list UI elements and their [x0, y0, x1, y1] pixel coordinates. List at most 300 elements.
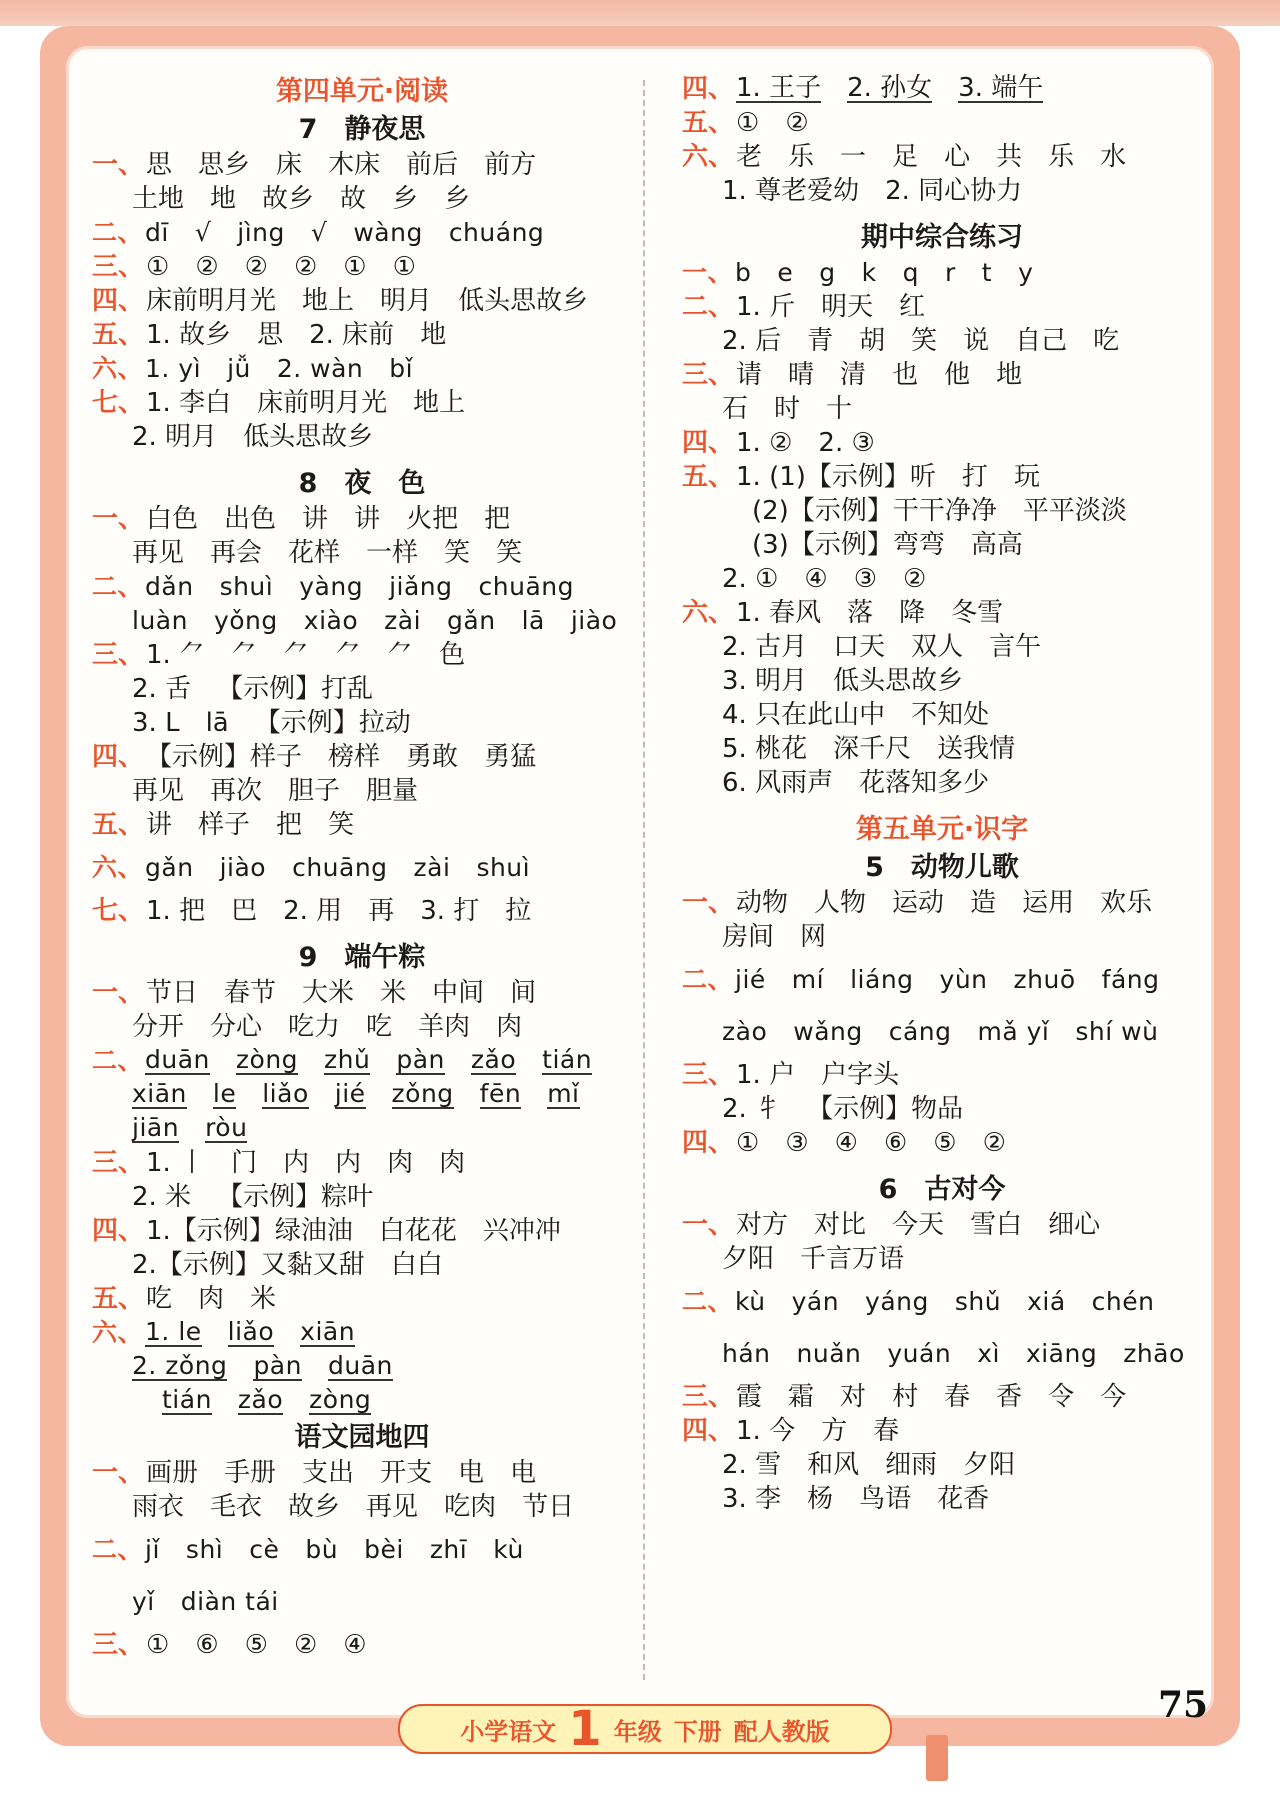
unit-title: 第四单元·阅读 [275, 76, 449, 107]
answer-item: 肉 [198, 1284, 225, 1314]
answer-item: 1. 王子 [736, 73, 822, 103]
answer-item: 4. 只在此山中 [722, 700, 886, 730]
answer-item: 【示例】物品 [807, 1094, 964, 1124]
answer-item: 笑 [911, 326, 938, 356]
answer-item: 2.【示例】又黏又甜 [132, 1250, 365, 1280]
answer-item: 思乡 [198, 150, 251, 180]
answer-item: wàng [353, 218, 423, 247]
answer-item: chuáng [448, 218, 545, 247]
answer-item: 胡 [859, 326, 886, 356]
answer-item: 吃肉 [444, 1492, 497, 1522]
answer-item: 送我情 [937, 734, 1016, 764]
lesson-title: 9 端午粽 [298, 942, 426, 973]
question-number: 二、 [92, 572, 144, 601]
footer-volume: 下册 [673, 1717, 722, 1746]
answer-line [682, 886, 1202, 920]
answer-item: 勇敢 [406, 742, 459, 772]
answer-item: ⑤ [933, 1128, 957, 1158]
answer-item: ⺈ [231, 640, 258, 670]
answer-item: 【示例】样子 [146, 742, 303, 772]
answer-item: (3)【示例】弯弯 [752, 530, 945, 560]
question-number: 二、 [92, 218, 144, 247]
answer-item: 时 [774, 394, 801, 424]
answer-item: bèi [364, 1535, 404, 1564]
answer-item: 乡 [444, 184, 471, 214]
answer-item: 3. 明月 [722, 666, 808, 696]
answer-item: 毛衣 [210, 1492, 263, 1522]
answer-line [682, 106, 1202, 140]
answer-item: zhī [429, 1535, 468, 1564]
answer-item: 3. 李 [722, 1484, 782, 1514]
question-number: 六、 [92, 354, 144, 383]
answer-item: 1. 今 [736, 1416, 796, 1446]
answer-item: ⑥ [195, 1630, 219, 1660]
answer-item: 肉 [387, 1148, 414, 1178]
answer-item: 乐 [1048, 142, 1075, 172]
answer-item: 3. L [132, 708, 180, 738]
question-number: 五、 [682, 462, 735, 492]
answer-item: 画册 [146, 1458, 199, 1488]
answer-item: 口天 [833, 632, 886, 662]
answer-item: 霞 [736, 1382, 763, 1412]
answer-item: 心 [944, 142, 971, 172]
answer-item: 思 [146, 150, 173, 180]
answer-item: dī [145, 218, 169, 247]
answer-item: 1. 斤 [736, 292, 796, 322]
question-number: 一、 [682, 258, 734, 287]
answer-line [92, 1316, 632, 1350]
question-number: 五、 [92, 320, 145, 350]
answer-line [682, 290, 1202, 324]
answer-item: 说 [963, 326, 990, 356]
answer-item: diàn tái [180, 1587, 279, 1616]
answer-item: zhǔ [324, 1045, 371, 1074]
answer-item: zài [413, 853, 451, 882]
answer-item: tián [542, 1045, 593, 1074]
answer-item: ② [785, 108, 809, 138]
answer-item: 门 [231, 1148, 258, 1178]
question-number: 六、 [682, 598, 735, 628]
answer-item: jié [735, 965, 766, 994]
answer-line [682, 1448, 1202, 1482]
answer-item: 1. 李白 [146, 388, 232, 418]
unit-title: 第五单元·识字 [855, 814, 1029, 845]
answer-item: 花样 [288, 538, 341, 568]
answer-item: 雪白 [970, 1210, 1023, 1240]
answer-item: 自己 [1015, 326, 1068, 356]
answer-item: yuán [887, 1339, 952, 1368]
answer-item: 【示例】粽叶 [217, 1182, 374, 1212]
answer-item: 和风 [807, 1450, 860, 1480]
answer-item: q [902, 258, 920, 287]
answer-line [682, 1328, 1202, 1380]
question-number: 一、 [92, 1458, 145, 1488]
answer-item: 电 [510, 1458, 537, 1488]
answer-item: 故乡 [262, 184, 315, 214]
answer-item: 杨 [807, 1484, 834, 1514]
page-number: 75 [1158, 1684, 1209, 1726]
question-number: 四、 [92, 286, 145, 316]
answer-item: zhāo [1123, 1339, 1185, 1368]
answer-item: zào [722, 1017, 768, 1046]
answer-item: 地上 [302, 286, 355, 316]
answer-item: 肉 [439, 1148, 466, 1178]
answer-item: 今 [1100, 1382, 1127, 1412]
answer-item: liǎo [262, 1079, 309, 1108]
answer-item: 5. 桃花 [722, 734, 808, 764]
answer-item: ② [195, 252, 219, 282]
answer-item: zòng [309, 1385, 372, 1414]
answer-item: jié [334, 1079, 366, 1108]
answer-item: xiāng [1025, 1339, 1098, 1368]
answer-line [682, 1092, 1202, 1126]
answer-item: 白白 [390, 1250, 443, 1280]
answer-item: e [777, 258, 794, 287]
answer-item: fēn [479, 1079, 522, 1108]
answer-item: ② [293, 1630, 318, 1660]
answer-item: 床 [276, 150, 303, 180]
answer-item: pàn [253, 1351, 302, 1380]
answer-item: shuì [219, 572, 274, 601]
answer-item: 2. 雪 [722, 1450, 782, 1480]
question-number: 四、 [682, 74, 735, 104]
answer-line [682, 392, 1202, 426]
answer-line [92, 1384, 632, 1418]
answer-item: 运用 [1022, 888, 1075, 918]
question-number: 五、 [92, 810, 145, 840]
answer-line [92, 352, 632, 386]
answer-item: 2. 明月 [132, 422, 218, 452]
answer-item: 青 [807, 326, 834, 356]
answer-item: 方 [821, 1416, 848, 1446]
answer-item: 雨衣 [132, 1492, 185, 1522]
section-title: 语文园地四 [294, 1422, 430, 1453]
answer-item: chén [1091, 1287, 1155, 1316]
answer-item: ⺈ [335, 640, 362, 670]
answer-item: 1. yì [145, 354, 202, 383]
answer-item: 电 [458, 1458, 485, 1488]
answer-line [682, 256, 1202, 290]
answer-item: 1.【示例】绿油油 [146, 1216, 353, 1246]
answer-line [682, 1276, 1202, 1328]
question-number: 三、 [682, 1382, 735, 1412]
answer-item: yǒng [213, 606, 278, 635]
question-number: 三、 [92, 1148, 145, 1178]
answer-item: 春 [944, 1382, 971, 1412]
answer-item: 出色 [224, 504, 277, 534]
answer-item: 【示例】打乱 [217, 674, 374, 704]
question-number: 六、 [92, 1318, 144, 1347]
answer-line [92, 1214, 632, 1248]
answer-line [682, 954, 1202, 1006]
answer-item: zǒng [391, 1079, 454, 1108]
answer-item: ⑤ [244, 1630, 268, 1660]
answer-item: 前方 [484, 150, 537, 180]
answer-item: 再次 [210, 776, 263, 806]
answer-item: 3. 端午 [958, 73, 1044, 103]
question-number: 四、 [92, 742, 145, 772]
answer-item: xì [977, 1339, 1000, 1368]
answer-line [92, 318, 632, 352]
answer-item: ⑥ [883, 1128, 908, 1158]
answer-item: ④ [834, 1128, 858, 1158]
answer-line [682, 72, 1202, 106]
answer-line [92, 1490, 632, 1524]
answer-item: jǐ [145, 1535, 160, 1564]
answer-item: 落 [847, 598, 874, 628]
answer-item: 夕阳 [722, 1244, 775, 1274]
answer-item: ② [293, 252, 318, 282]
answer-line [92, 284, 632, 318]
answer-item: 故乡 [288, 1492, 341, 1522]
answer-line [92, 216, 632, 250]
question-number: 四、 [682, 1128, 735, 1158]
right-column [682, 72, 1202, 1516]
answer-line [682, 528, 1202, 562]
answer-line [92, 774, 632, 808]
answer-item: 节日 [522, 1492, 575, 1522]
answer-item: 地 [210, 184, 237, 214]
left-column [92, 72, 632, 1662]
answer-line [92, 1628, 632, 1662]
answer-item: 深千尺 [833, 734, 912, 764]
answer-item: r [945, 258, 956, 287]
answer-item: 玩 [1013, 462, 1040, 492]
answer-item: 共 [996, 142, 1023, 172]
answer-item: liáng [850, 965, 914, 994]
answer-item: 大米 [302, 978, 355, 1008]
answer-line [92, 894, 632, 928]
answer-item: 故 [340, 184, 367, 214]
question-number: 三、 [92, 252, 145, 282]
answer-item: ⺈ [387, 640, 414, 670]
answer-item: 人物 [814, 888, 867, 918]
answer-item: 讲 [146, 810, 173, 840]
answer-item: yán [791, 1287, 840, 1316]
answer-item: 打 [961, 462, 988, 492]
answer-item: ⺈ [283, 640, 310, 670]
answer-item: 2. zǒng [132, 1351, 228, 1380]
answer-item: 令 [1048, 1382, 1075, 1412]
top-color-band [0, 0, 1280, 26]
answer-item: 支出 [302, 1458, 355, 1488]
answer-item: 户字头 [821, 1060, 900, 1090]
answer-item: 也 [892, 360, 919, 390]
answer-item: ① [146, 1630, 170, 1660]
answer-line [92, 1044, 632, 1078]
question-number: 二、 [682, 965, 734, 994]
answer-item: 清 [840, 360, 867, 390]
answer-line [92, 420, 632, 454]
answer-item: 讲 [354, 504, 381, 534]
answer-item: 节日 [146, 978, 199, 1008]
answer-line [92, 1146, 632, 1180]
answer-item: ② [244, 252, 268, 282]
answer-item: t [981, 258, 993, 287]
question-number: 四、 [92, 1216, 145, 1246]
answer-item: 3. 打 [420, 896, 480, 926]
answer-item: 双人 [911, 632, 964, 662]
answer-item: 内 [335, 1148, 362, 1178]
column-divider [643, 80, 645, 1680]
answer-line [682, 630, 1202, 664]
question-number: 五、 [92, 1284, 145, 1314]
answer-item: 中间 [432, 978, 485, 1008]
answer-item: 村 [892, 1382, 919, 1412]
lesson-title: 7 静夜思 [298, 114, 426, 145]
answer-item: gǎn [145, 853, 194, 882]
answer-item: 今天 [892, 1210, 945, 1240]
answer-item: 笑 [444, 538, 471, 568]
answer-item: 再会 [210, 538, 263, 568]
answer-item: xiān [300, 1317, 356, 1346]
answer-item: 对比 [814, 1210, 867, 1240]
lesson-title: 5 动物儿歌 [865, 852, 1019, 883]
answer-item: 低头思故乡 [243, 422, 374, 452]
answer-item: jiào [570, 606, 618, 635]
answer-item: 肉 [496, 1012, 523, 1042]
answer-item: 老 [736, 142, 763, 172]
answer-item: 思 [257, 320, 284, 350]
answer-item: 米 [250, 1284, 277, 1314]
answer-line [92, 1576, 632, 1628]
answer-item: 高高 [970, 530, 1023, 560]
answer-item: 请 [736, 360, 763, 390]
answer-item: 地 [420, 320, 447, 350]
answer-item: √ [194, 218, 212, 247]
answer-item: bǐ [389, 354, 414, 383]
answer-line [92, 502, 632, 536]
answer-item: 2. 同心协力 [885, 176, 1023, 206]
answer-item: 2. 床前 [309, 320, 395, 350]
answer-line [682, 562, 1202, 596]
answer-item: b [735, 258, 752, 287]
answer-item: 土地 [132, 184, 185, 214]
answer-item: 再见 [132, 538, 185, 568]
answer-item: ① [736, 108, 760, 138]
footer-grade-number: 1 [568, 1701, 602, 1757]
answer-line [92, 570, 632, 604]
answer-line [92, 1248, 632, 1282]
answer-item: cáng [888, 1017, 952, 1046]
answer-item: chuāng [292, 853, 388, 882]
answer-item: 网 [800, 922, 827, 952]
answer-item: chuāng [478, 572, 574, 601]
answer-item: zòng [235, 1045, 299, 1074]
answer-item: xiān [132, 1079, 187, 1108]
answer-line [92, 250, 632, 284]
answer-item: 再 [368, 896, 395, 926]
question-number: 一、 [92, 504, 145, 534]
answer-item: 吃力 [288, 1012, 341, 1042]
answer-item: 夕阳 [963, 1450, 1016, 1480]
answer-item: mí [791, 965, 825, 994]
answer-item: 分开 [132, 1012, 185, 1042]
answer-item: 1. (1)【示例】听 [736, 462, 936, 492]
answer-item: yǐ [132, 1587, 155, 1616]
answer-line [682, 920, 1202, 954]
answer-item: fáng [1101, 965, 1160, 994]
answer-line [92, 842, 632, 894]
answer-item: cè [249, 1535, 280, 1564]
answer-item: 再见 [366, 1492, 419, 1522]
answer-item: xiá [1027, 1287, 1066, 1316]
answer-item: 木床 [328, 150, 381, 180]
answer-item: 一样 [366, 538, 419, 568]
answer-item: 2. 牜 [722, 1094, 782, 1124]
answer-item: duān [327, 1351, 393, 1380]
answer-item: 对 [840, 1382, 867, 1412]
question-number: 二、 [682, 292, 735, 322]
answer-item: 运动 [892, 888, 945, 918]
answer-item: lā [205, 708, 229, 738]
answer-item: 1. le [145, 1317, 202, 1346]
answer-item: bù [305, 1535, 339, 1564]
answer-item: 笑 [496, 538, 523, 568]
answer-line [92, 536, 632, 570]
answer-item: 【示例】拉动 [254, 708, 411, 738]
answer-item: ① [392, 252, 416, 282]
answer-item: 内 [283, 1148, 310, 1178]
answer-item: zhuō [1013, 965, 1076, 994]
answer-item: 间 [510, 978, 537, 1008]
question-number: 二、 [92, 1046, 144, 1075]
answer-item: 笑 [328, 810, 355, 840]
answer-item: jǚ [227, 354, 251, 383]
answer-item: 地 [996, 360, 1023, 390]
answer-item: ① [343, 252, 367, 282]
answer-item: 2. ③ [818, 428, 875, 458]
answer-item: 言午 [989, 632, 1042, 662]
answer-line [92, 672, 632, 706]
answer-item: 吃 [1093, 326, 1120, 356]
answer-item: 样子 [198, 810, 251, 840]
answer-item: ròu [205, 1113, 248, 1142]
answer-item: le [212, 1079, 237, 1108]
question-number: 一、 [682, 1210, 735, 1240]
answer-item: 前后 [406, 150, 459, 180]
answer-item: 2. 古月 [722, 632, 808, 662]
answer-line [682, 1006, 1202, 1058]
answer-item: ③ [785, 1128, 809, 1158]
answer-item: ④ [343, 1630, 367, 1660]
answer-item: 6. 风雨声 [722, 768, 834, 798]
answer-line [92, 976, 632, 1010]
question-number: 七、 [92, 388, 145, 418]
answer-item: 细心 [1048, 1210, 1101, 1240]
answer-line [92, 706, 632, 740]
answer-item: shí wù [1075, 1017, 1159, 1046]
question-number: 三、 [92, 1630, 145, 1660]
answer-item: 造 [970, 888, 997, 918]
answer-item: 花香 [937, 1484, 990, 1514]
question-number: 二、 [92, 1535, 144, 1564]
answer-item: 乡 [392, 184, 419, 214]
answer-line [682, 1414, 1202, 1448]
answer-line [682, 1058, 1202, 1092]
answer-item: 开支 [380, 1458, 433, 1488]
answer-line [682, 664, 1202, 698]
answer-item: 乐 [788, 142, 815, 172]
answer-item: 晴 [788, 360, 815, 390]
answer-item: 香 [996, 1382, 1023, 1412]
footer-banner [398, 1701, 892, 1757]
answer-item: 十 [826, 394, 853, 424]
answer-item: 1. 春风 [736, 598, 822, 628]
answer-item: 色 [439, 640, 466, 670]
question-number: 一、 [92, 150, 145, 180]
answer-line [682, 174, 1202, 208]
